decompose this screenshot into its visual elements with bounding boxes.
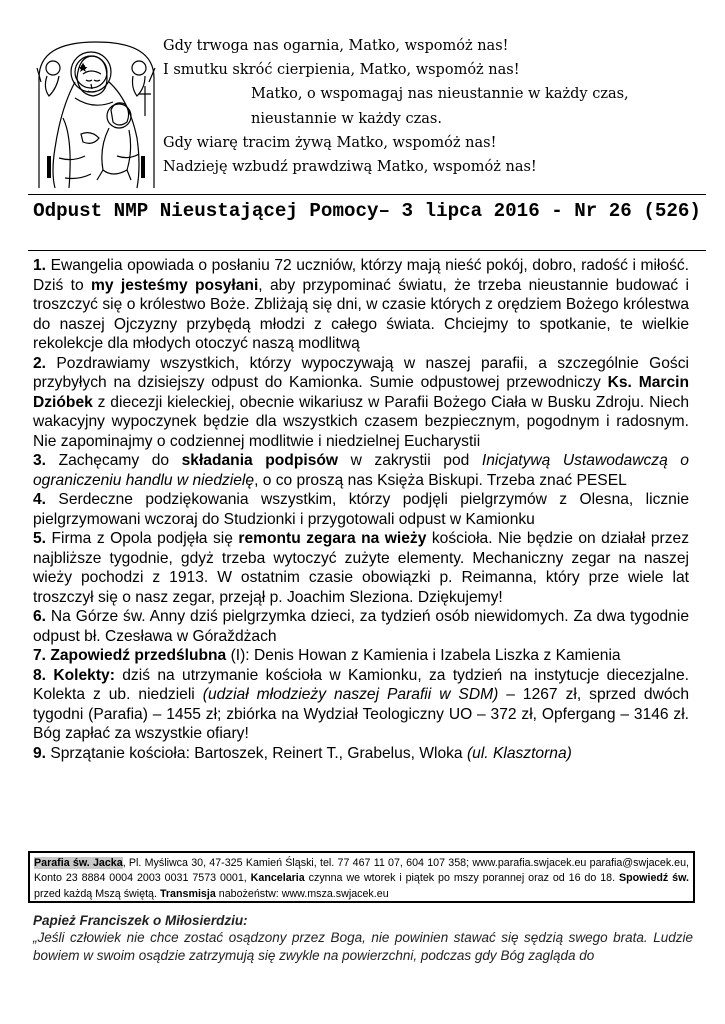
item-bold: remontu zegara na wieży	[238, 530, 427, 547]
parish-text: , Pl. Myśliwca 30, 47-325 Kamień Śląski, tel. 77 467 11 07, 604 107 358; www.parafia.swjacek.eu parafia@swjacek.eu, Konto 23 8884 0004 2003 0031 7573 0001,	[34, 857, 689, 885]
announcement-3	[33, 451, 689, 490]
item-bold: Zapowiedź przedślubna	[46, 647, 227, 664]
item-bold: Ks. Marcin Dzióbek	[33, 374, 689, 411]
quote-text: „Jeśli człowiek nie chce zostać osądzony przez Boga, nie powinien stawać się sędzią swego brata. Ludzie bowiem w swoim osądzie zatrzymują się zwykle na powierzchni, podczas gdy Bóg zagląda do	[33, 930, 693, 963]
item-text: Pozdrawiamy wszystkich, którzy wypoczywają w naszej parafii, a szczególnie Gości przybyłych na dzisiejszy odpust do Kamionka. Sumie odpustowej przewodniczy	[33, 354, 689, 391]
parish-bold: Kancelaria	[250, 872, 305, 885]
announcement-2	[33, 354, 689, 452]
item-text: dziś na utrzymanie kościoła w Kamionku, za tydzień na instytucje diecezjalne. Kolekta z ub. niedzieli	[33, 666, 689, 703]
item-text: Serdeczne podziękowania wszystkim, którzy podjęli pielgrzymów z Olesna, licznie pielgrzymowani wczoraj do Studzionki i przygotowali odpust w Kamionku	[33, 491, 689, 528]
item-bold: składania podpisów	[181, 452, 339, 469]
item-text: Firma z Opola podjęła się	[46, 530, 239, 547]
prayer-line: Nadzieję wzbudź prawdziwą Matko, wspomóż nas!	[163, 159, 537, 176]
item-text: w zakrystii pod	[338, 452, 482, 469]
parish-bold: Transmisja	[159, 887, 216, 900]
item-text: kościoła. Nie będzie on działał przez najbliższe tygodnie, gdyż trzeba wytoczyć zużyte elementy. Mechaniczny zegar na naszej wieży pochodzi z 1913. W ostatnim czasie obowiązki p. Reimanna, który prze wiele lat troszczył się o nasz zegar, przejął p. Joachim Sleziona. Dziękujemy!	[33, 530, 689, 606]
pope-quote	[33, 912, 693, 964]
announcement-4	[33, 490, 689, 529]
announcement-6	[33, 607, 689, 646]
announcement-9	[33, 744, 689, 764]
item-text: Na Górze św. Anny dziś pielgrzymka dzieci, za tydzień osób niewidomych. Za dwa tygodnie odpust bł. Czesława w Góraždżach	[33, 608, 689, 645]
announcement-7	[33, 646, 689, 666]
item-text: , o co proszą nas Księża Biskupi. Trzeba znać PESEL	[254, 471, 627, 489]
item-italic: (ul. Klasztorna)	[466, 744, 572, 762]
item-text: (I): Denis Howan z Kamienia i Izabela Liszka z Kamienia	[226, 647, 621, 664]
item-italic: (udział młodzieży naszej Parafii w SDM)	[202, 686, 499, 703]
parish-text: przed każdą Mszą świętą.	[34, 887, 160, 900]
prayer-text	[163, 34, 703, 179]
item-bold: Kolekty:	[46, 666, 115, 684]
item-number: 2.	[33, 354, 47, 372]
announcements	[33, 256, 689, 763]
item-text: Sprzątanie kościoła: Bartoszek, Reinert T., Grabelus, Wloka	[46, 744, 467, 762]
item-number: 4.	[33, 491, 47, 508]
parish-info-box	[28, 851, 695, 903]
announcement-8	[33, 666, 689, 744]
item-bold: my jesteśmy posyłani	[91, 276, 259, 294]
parish-text: nabożeństw: www.msza.swjacek.eu	[215, 887, 389, 900]
divider-top	[28, 194, 706, 195]
parish-bold: Spowiedź św.	[618, 872, 689, 885]
prayer-line: Gdy trwoga nas ogarnia, Matko, wspomóż nas!	[163, 38, 509, 54]
item-number: 9.	[33, 744, 47, 762]
item-text: , aby przypominać światu, że trzeba nieustannie budować i troszczyć się o królestwo Boże. Zbliżają się dni, w czasie których z orędziem Bożego królestwa do naszej Ojczyzny przybędą młodzi z całego świata. Chciejmy to spotkanie, te wielkie rekolekcje dla młodych otoczyć naszą modlitwą	[33, 276, 689, 352]
item-italic: Inicjatywą Ustawodawczą o ograniczeniu handlu w niedzielę	[33, 452, 689, 489]
item-number: 3.	[33, 452, 47, 469]
item-text: Ewangelia opowiada o posłaniu 72 uczniów, którzy mają nieść pokój, dobro, radość i miłość. Dziś to	[33, 257, 689, 294]
item-number: 7.	[33, 647, 47, 664]
item-text: Zachęcamy do	[46, 452, 182, 469]
parish-text: czynna we wtorek i piątek po mszy porannej oraz od 16 do 18.	[304, 872, 619, 885]
prayer-line: I smutku skróć cierpienia, Matko, wspomóż nas!	[163, 62, 520, 79]
quote-title: Papież Franciszek o Miłosierdziu:	[33, 913, 248, 928]
prayer-line: nieustannie w każdy czas.	[251, 110, 442, 127]
item-number: 1.	[33, 257, 47, 274]
item-number: 6.	[33, 608, 47, 625]
item-number: 8.	[33, 666, 47, 684]
item-number: 5.	[33, 530, 47, 547]
prayer-line: Gdy wiarę tracim żywą Matko, wspomóż nas!	[163, 134, 497, 151]
prayer-line: Matko, o wspomagaj nas nieustannie w każdy czas,	[251, 86, 629, 103]
divider-mid	[28, 250, 706, 251]
madonna-icon	[33, 38, 160, 190]
parish-name: Parafia św. Jacka	[34, 857, 123, 869]
page-title: Odpust NMP Nieustającej Pomocy– 3 lipca 2016 - Nr 26 (526)	[33, 200, 701, 222]
announcement-1	[33, 256, 689, 354]
item-text: – 1267 zł, sprzed dwóch tygodni (Parafia) – 1455 zł; zbiórka na Wydział Teologiczny UO – 372 zł, Opfergang – 3146 zł. Bóg zapłać za wszystkie ofiary!	[33, 686, 689, 742]
announcement-5	[33, 529, 689, 607]
item-text: z diecezji kieleckiej, obecnie wikariusz w Parafii Bożego Ciała w Busku Zdroju. Niech wakacyjny wypoczynek będzie dla wszystkich czasem bezpiecznym, pogodnym i radosnym. Nie zapominajmy o codziennej modlitwie i niedzielnej Eucharystii	[33, 393, 689, 450]
